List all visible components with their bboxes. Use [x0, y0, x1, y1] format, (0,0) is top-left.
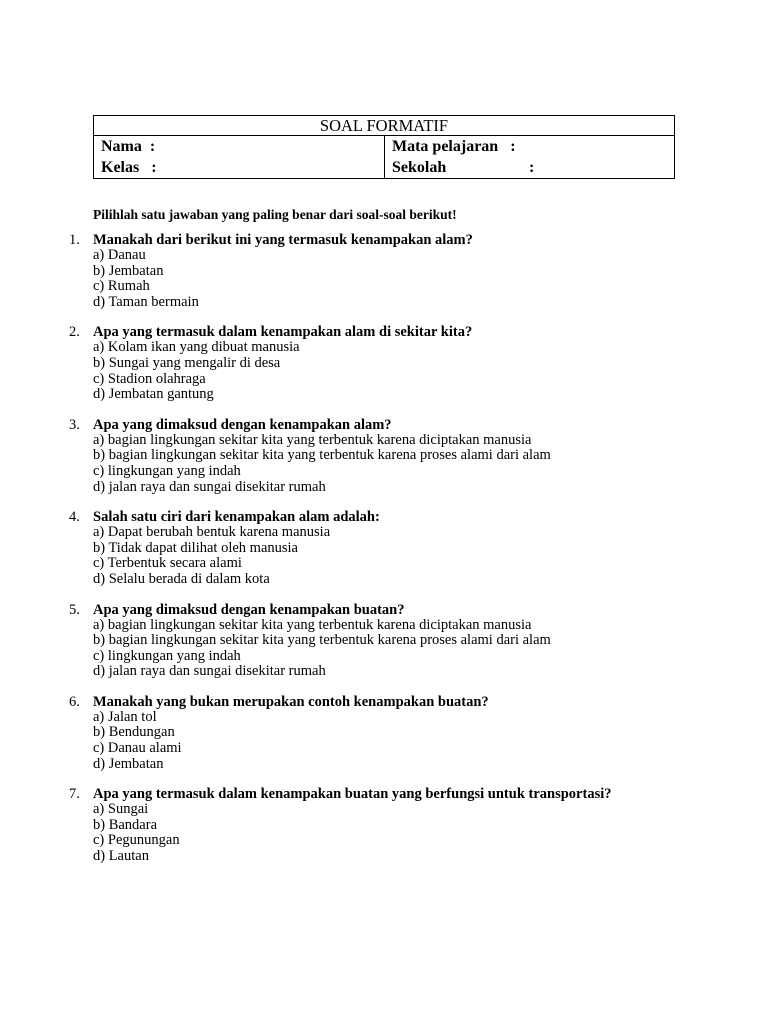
answer-option: b) Bendungan — [93, 724, 175, 741]
answer-option: d) Lautan — [93, 848, 149, 865]
question-number: 3. — [69, 416, 80, 433]
header-table — [93, 115, 675, 179]
mapel-field — [392, 136, 667, 157]
mapel-label: Mata pelajaran — [392, 138, 499, 155]
option-list — [93, 248, 709, 310]
subject-info-cell — [385, 136, 675, 179]
question-number: 6. — [69, 693, 80, 710]
answer-option: d) Taman bermain — [93, 293, 199, 310]
sekolah-colon: : — [529, 159, 535, 176]
answer-option: a) Danau — [93, 247, 146, 263]
sekolah-field — [392, 157, 667, 178]
answer-option: d) Selalu berada di dalam kota — [93, 570, 270, 587]
answer-option: d) jalan raya dan sungai disekitar rumah — [93, 478, 326, 495]
answer-option: b) Bandara — [93, 816, 158, 833]
question-list — [69, 232, 709, 879]
instruction-text: Pilihlah satu jawaban yang paling benar dari soal-soal berikut! — [93, 207, 457, 222]
nama-colon: : — [149, 138, 156, 155]
answer-option: a) Sungai — [93, 801, 149, 818]
option-list — [93, 525, 709, 587]
question-number: 5. — [69, 601, 80, 618]
kelas-field — [101, 157, 377, 178]
question-number: 4. — [69, 509, 80, 526]
answer-option: c) Terbentuk secara alami — [93, 555, 242, 572]
document-title: SOAL FORMATIF — [94, 116, 675, 136]
question-number: 2. — [69, 324, 80, 341]
question-item — [69, 417, 709, 495]
question-text: Apa yang dimaksud dengan kenampakan buatan? — [93, 601, 405, 618]
answer-option: a) Dapat berubah bentuk karena manusia — [93, 524, 331, 541]
question-text: Manakah dari berikut ini yang termasuk kenampakan alam? — [93, 232, 473, 248]
question-item — [69, 602, 709, 680]
answer-option: b) bagian lingkungan sekitar kita yang terbentuk karena proses alami dari alam — [93, 632, 551, 649]
answer-option: b) Tidak dapat dilihat oleh manusia — [93, 539, 298, 556]
answer-option: c) Pegunungan — [93, 832, 180, 849]
answer-option: a) bagian lingkungan sekitar kita yang terbentuk karena diciptakan manusia — [93, 431, 532, 448]
answer-option: c) Danau alami — [93, 740, 182, 757]
option-list — [93, 802, 709, 864]
question-number: 1. — [69, 232, 80, 248]
student-info-cell — [94, 136, 385, 179]
kelas-label: Kelas — [101, 159, 140, 176]
question-item — [69, 694, 709, 772]
mapel-colon: : — [510, 138, 516, 155]
option-list — [93, 710, 709, 772]
answer-option: a) Kolam ikan yang dibuat manusia — [93, 339, 300, 356]
option-list — [93, 618, 709, 680]
answer-option: a) bagian lingkungan sekitar kita yang terbentuk karena diciptakan manusia — [93, 616, 532, 633]
answer-option: c) Rumah — [93, 278, 150, 295]
question-text: Apa yang termasuk dalam kenampakan alam di sekitar kita? — [93, 324, 473, 341]
kelas-colon: : — [151, 159, 157, 176]
answer-option: d) Jembatan gantung — [93, 386, 214, 403]
answer-option: d) Jembatan — [93, 755, 164, 772]
question-text: Apa yang dimaksud dengan kenampakan alam? — [93, 416, 392, 433]
question-text: Salah satu ciri dari kenampakan alam adalah: — [93, 509, 380, 526]
answer-option: b) bagian lingkungan sekitar kita yang terbentuk karena proses alami dari alam — [93, 447, 551, 464]
question-text: Manakah yang bukan merupakan contoh kenampakan buatan? — [93, 693, 489, 710]
question-item — [69, 786, 709, 864]
option-list — [93, 340, 709, 402]
answer-option: c) lingkungan yang indah — [93, 647, 241, 664]
sekolah-label: Sekolah — [392, 159, 447, 176]
question-text: Apa yang termasuk dalam kenampakan buatan yang berfungsi untuk transportasi? — [93, 786, 612, 803]
question-item — [69, 324, 709, 402]
answer-option: d) jalan raya dan sungai disekitar rumah — [93, 663, 326, 680]
nama-label: Nama — [101, 138, 142, 155]
nama-field — [101, 136, 377, 157]
option-list — [93, 433, 709, 495]
answer-option: c) lingkungan yang indah — [93, 462, 241, 479]
question-item — [69, 509, 709, 587]
answer-option: a) Jalan tol — [93, 708, 157, 725]
answer-option: b) Jembatan — [93, 262, 164, 279]
answer-option: c) Stadion olahraga — [93, 370, 206, 387]
question-number: 7. — [69, 786, 80, 803]
question-item — [69, 232, 709, 310]
answer-option: b) Sungai yang mengalir di desa — [93, 354, 281, 371]
